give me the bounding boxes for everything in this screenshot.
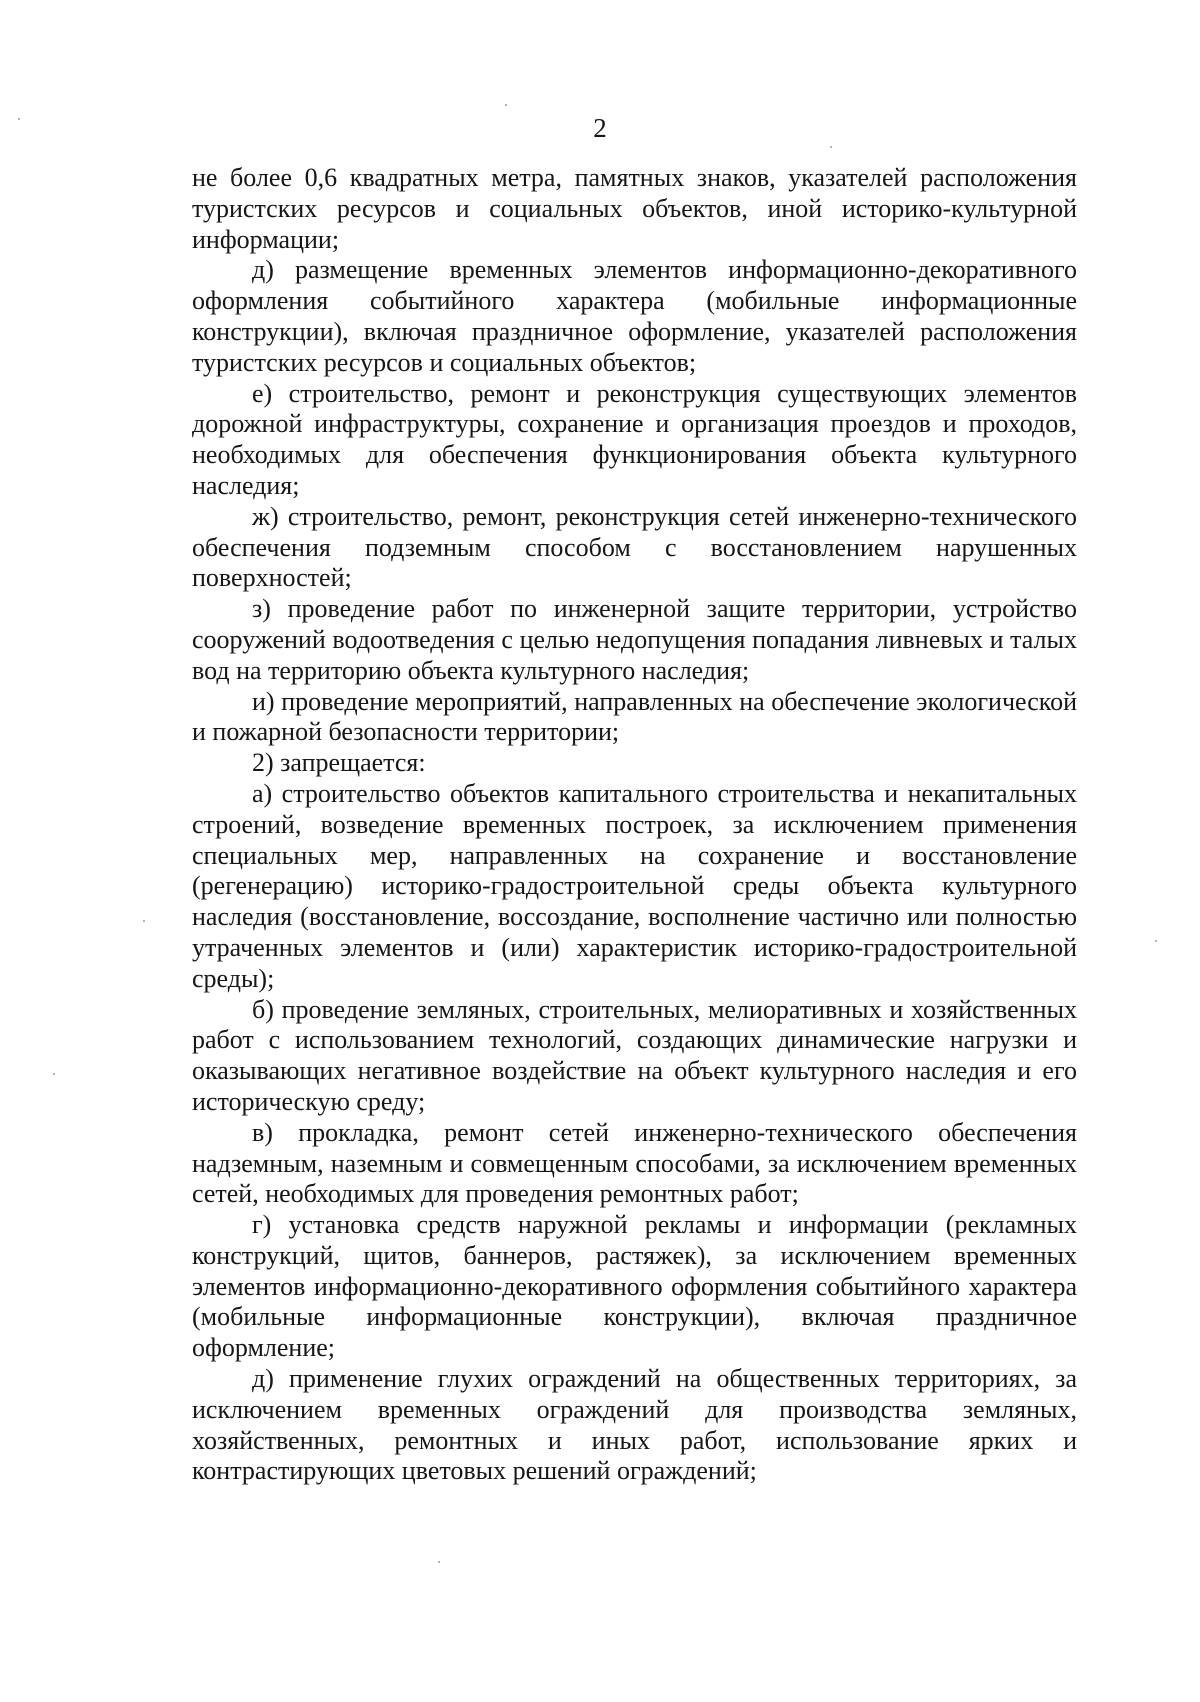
- paragraph-item-g-prohibited: г) установка средств наружной рекламы и информации (рекламных конструкций, щитов, баннеров, растяжек), за исключением временных элементов информационно-декоративного оформления событийного характера (мобильные информационные конструкции), включая праздничное оформление;: [192, 1210, 1077, 1363]
- scan-speck: [53, 1073, 55, 1075]
- scan-speck: [438, 1561, 440, 1563]
- paragraph-item-i-permitted: и) проведение мероприятий, направленных на обеспечение экологической и пожарной безопасности территории;: [192, 686, 1077, 747]
- paragraph-item-d-prohibited: д) применение глухих ограждений на общественных территориях, за исключением временных ограждений для производства земляных, хозяйственных, ремонтных и иных работ, использование ярких и контрастирующих цветовых решений ограждений;: [192, 1364, 1077, 1486]
- paragraph-item-zh-permitted: ж) строительство, ремонт, реконструкция сетей инженерно-технического обеспечения подземным способом с восстановлением нарушенных поверхностей;: [192, 501, 1077, 593]
- scan-speck: [830, 146, 832, 148]
- section-heading-prohibited: 2) запрещается:: [252, 748, 426, 778]
- paragraph-item-b-prohibited: б) проведение земляных, строительных, мелиоративных и хозяйственных работ с использованием технологий, создающих динамические нагрузки и оказывающих негативное воздействие на объект культурного наследия и его историческую среду;: [192, 994, 1077, 1116]
- scan-speck: [18, 118, 20, 120]
- paragraph-item-a-prohibited: а) строительство объектов капитального строительства и некапитальных строений, возведение временных построек, за исключением применения специальных мер, направленных на сохранение и восстановление (регенерацию) историко-градостроительной среды объекта культурного наследия (восстановление, воссоздание, восполнение частично или полностью утраченных элементов и (или) характеристик историко-градостроительной среды);: [192, 778, 1077, 993]
- document-body: [192, 163, 1077, 1487]
- scan-speck: [1155, 940, 1157, 942]
- paragraph-item-z-permitted: з) проведение работ по инженерной защите территории, устройство сооружений водоотведения с целью недопущения попадания ливневых и талых вод на территорию объекта культурного наследия;: [192, 594, 1077, 685]
- paragraph-continuation: не более 0,6 квадратных метра, памятных знаков, указателей расположения туристских ресурсов и социальных объектов, иной историко-культурной информации;: [192, 163, 1077, 254]
- scan-speck: [143, 920, 145, 922]
- paragraph-item-v-prohibited: в) прокладка, ремонт сетей инженерно-технического обеспечения надземным, наземным и совмещенным способами, за исключением временных сетей, необходимых для проведения ремонтных работ;: [192, 1117, 1077, 1209]
- page-number: 2: [593, 113, 607, 143]
- paragraph-item-e-permitted: е) строительство, ремонт и реконструкция существующих элементов дорожной инфраструктуры, сохранение и организация проездов и проходов, необходимых для обеспечения функционирования объекта культурного наследия;: [192, 378, 1077, 500]
- scan-speck: [505, 104, 507, 106]
- paragraph-item-d-permitted: д) размещение временных элементов информационно-декоративного оформления событийного характера (мобильные информационные конструкции), включая праздничное оформление, указателей расположения туристских ресурсов и социальных объектов;: [192, 255, 1077, 377]
